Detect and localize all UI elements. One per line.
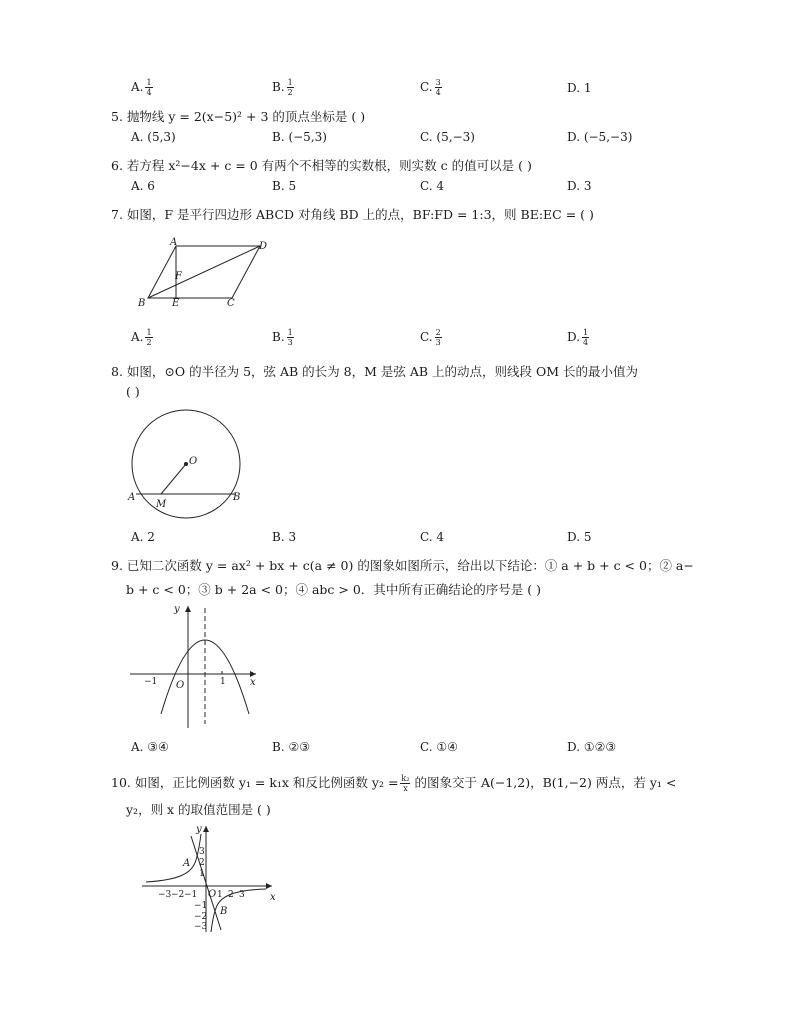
- q10-stem-line2: y₂，则 x 的取值范围是 ( ): [126, 802, 271, 817]
- q4-option-d: D. 1: [567, 81, 592, 95]
- q9-option-a: A. ③④: [131, 740, 169, 754]
- q9-stem-line2: b + c < 0；③ b + 2a < 0；④ abc > 0．其中所有正确结论的序号是 ( ): [126, 582, 541, 597]
- tick-y-minus-2: −2: [194, 912, 208, 922]
- label-m: M: [156, 499, 167, 510]
- q5-option-d: D. (−5,−3): [567, 130, 633, 144]
- q5-option-a: A. (5,3): [131, 130, 176, 144]
- q5-option-c: C. (5,−3): [420, 130, 475, 144]
- label-e: E: [172, 298, 180, 308]
- q8-option-c: C. 4: [420, 530, 445, 544]
- q6-stem: 6. 若方程 x²−4x + c = 0 有两个不相等的实数根，则实数 c 的值可以是 ( ): [111, 158, 532, 173]
- tick-x-3: 3: [239, 890, 245, 900]
- tick-x-minus-2: −2: [171, 890, 185, 900]
- label-x: x: [270, 892, 276, 903]
- q8-option-d: D. 5: [567, 530, 592, 544]
- label-c: C: [227, 298, 235, 308]
- q9-stem-line1: 9. 已知二次函数 y = ax² + bx + c(a ≠ 0) 的图象如图所示，给出以下结论：① a + b + c < 0；② a−: [111, 558, 694, 573]
- segment-om: [161, 464, 186, 494]
- tick-x-2: 2: [228, 890, 234, 900]
- tick-y-2: 2: [199, 858, 205, 868]
- q6-option-b: B. 5: [272, 179, 297, 193]
- q8-circle-figure: [124, 408, 254, 526]
- q5-option-b: B. (−5,3): [272, 130, 327, 144]
- q7-option-d: D. $\frac{1}{4}$: [567, 328, 589, 347]
- label-origin: O: [208, 889, 217, 900]
- tick-y-1: 1: [199, 869, 205, 879]
- q8-option-a: A. 2: [131, 530, 155, 544]
- x-axis-arrow: [266, 883, 272, 889]
- center-point-o: [184, 462, 188, 466]
- label-y: y: [174, 604, 180, 615]
- q8-option-b: B. 3: [272, 530, 297, 544]
- q7-parallelogram-figure: [134, 236, 274, 308]
- q7-option-a: A. $\frac{1}{2}$: [131, 328, 152, 347]
- tick-x-minus-1: −1: [184, 890, 198, 900]
- label-o: O: [189, 456, 198, 467]
- tick-x-minus-3: −3: [158, 890, 172, 900]
- label-a: A: [183, 858, 191, 869]
- tick-x-1: 1: [217, 890, 223, 900]
- q7-stem: 7. 如图，F 是平行四边形 ABCD 对角线 BD 上的点，BF:FD = 1:3，则 BE:EC = ( ): [111, 207, 594, 222]
- q10-functions-figure: [138, 822, 283, 934]
- tick-y-minus-3: −3: [194, 922, 208, 932]
- q9-option-b: B. ②③: [272, 740, 310, 754]
- label-d: D: [259, 241, 268, 252]
- q7-option-c: C. $\frac{2}{3}$: [420, 328, 441, 347]
- label-one: 1: [220, 677, 226, 687]
- label-a: A: [128, 492, 136, 503]
- tick-y-minus-1: −1: [194, 901, 208, 911]
- label-minus-one: −1: [144, 677, 158, 687]
- q6-option-c: C. 4: [420, 179, 445, 193]
- label-f: F: [175, 271, 182, 282]
- q8-stem-line2: ( ): [126, 384, 140, 399]
- q4-option-a: A. $\frac{1}{4}$: [131, 78, 152, 97]
- label-y: y: [196, 824, 202, 835]
- q9-option-d: D. ①②③: [567, 740, 617, 754]
- diagonal-bd: [148, 246, 260, 298]
- label-b: B: [138, 298, 146, 308]
- q10-stem-line1: 10. 如图，正比例函数 y₁ = k₁x 和反比例函数 y₂ = $\frac{\text{k₂}}{x}$ 的图象交于 A(−1,2)，B(1,−2) 两点，若 y₁ <: [111, 774, 677, 793]
- label-a: A: [170, 237, 178, 248]
- y-axis-arrow: [203, 826, 209, 832]
- q9-option-c: C. ①④: [420, 740, 458, 754]
- q6-option-a: A. 6: [131, 179, 155, 193]
- q7-option-b: B. $\frac{1}{3}$: [272, 328, 293, 347]
- q4-option-c: C. $\frac{3}{4}$: [420, 78, 441, 97]
- q4-option-b: B. $\frac{1}{2}$: [272, 78, 293, 97]
- label-x: x: [250, 677, 256, 688]
- tick-y-3: 3: [199, 847, 205, 857]
- q8-stem-line1: 8. 如图，⊙O 的半径为 5，弦 AB 的长为 8，M 是弦 AB 上的动点，则线段 OM 长的最小值为: [111, 364, 639, 379]
- y-axis-arrow: [185, 606, 191, 612]
- label-b: B: [220, 906, 228, 917]
- label-origin: O: [176, 680, 185, 691]
- q5-stem: 5. 抛物线 y = 2(x−5)² + 3 的顶点坐标是 ( ): [111, 109, 366, 124]
- q6-option-d: D. 3: [567, 179, 592, 193]
- q9-parabola-figure: [128, 600, 268, 730]
- label-b: B: [233, 492, 241, 503]
